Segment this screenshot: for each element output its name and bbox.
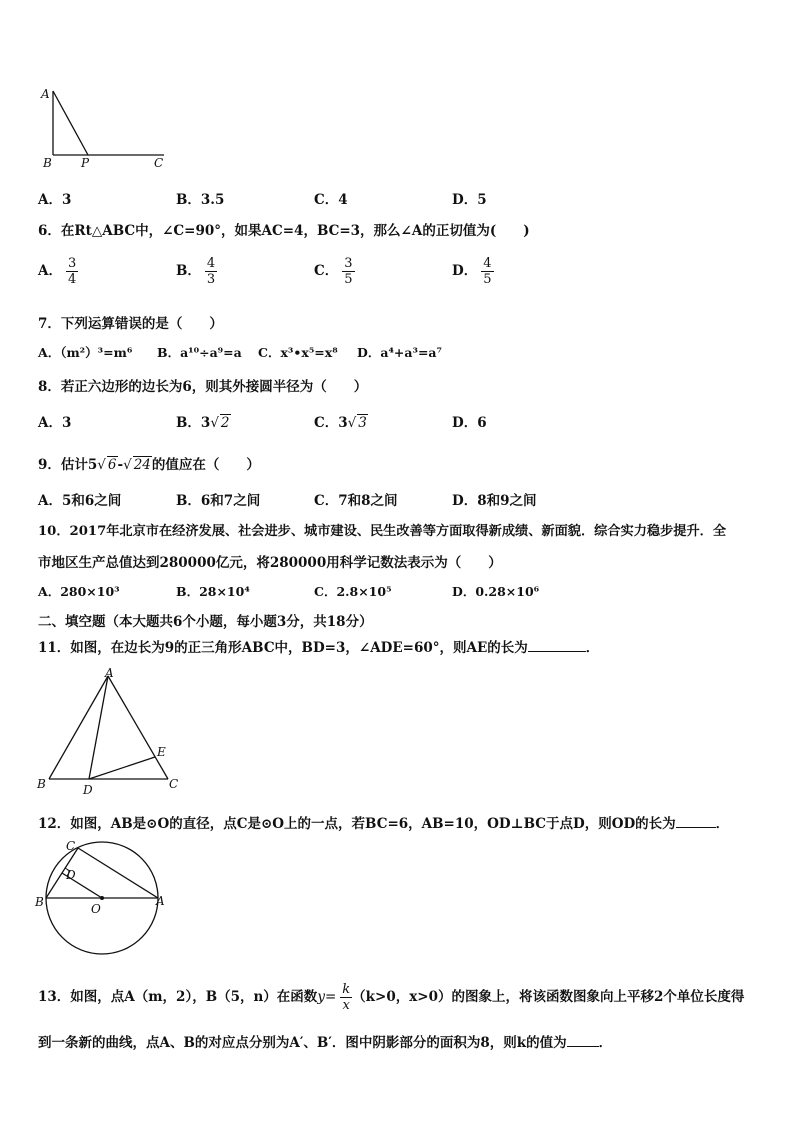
q12-stem-end: ． — [715, 816, 730, 832]
radicand: 24 — [133, 457, 151, 473]
answer-blank — [676, 827, 716, 828]
numerator: 4 — [206, 256, 216, 271]
numerator: 3 — [67, 256, 77, 271]
q8-option-a: A．3 — [38, 415, 72, 431]
q7-option-a: A．（m²）³=m⁶ — [38, 345, 133, 360]
q10-option-a: A．280×10³ — [38, 584, 120, 599]
section-heading: 二、填空题（本大题共6个小题，每小题3分，共18分） — [38, 614, 373, 630]
fraction — [205, 256, 217, 287]
q7-option-c: C．x³•x⁵=x⁸ — [258, 345, 338, 360]
q9-stem: 9．估计5√ 6-√ 24的值应在（ ） — [38, 457, 260, 473]
q13-stem-line2-text: 到一条新的曲线，点A、B的对应点分别为A′、B′．图中阴影部分的面积为8，则k的值为 — [38, 1035, 567, 1051]
q10-option-b: B．28×10⁴ — [176, 584, 250, 599]
denominator: 4 — [67, 272, 77, 287]
q6-option-d — [452, 256, 494, 287]
var-y: y — [317, 989, 325, 1005]
answer-blank — [528, 651, 586, 652]
figure-right-triangle — [36, 84, 176, 174]
q10-option-c: C．2.8×10⁵ — [314, 584, 392, 599]
q8-option-b: B．3√ 2 — [176, 415, 230, 431]
minus-sign: - — [117, 457, 124, 473]
radicand: 2 — [220, 415, 230, 431]
fraction — [340, 982, 352, 1013]
q9-option-b: B．6和7之间 — [176, 493, 261, 509]
figure-equilateral-triangle — [34, 664, 184, 798]
label-c: C — [66, 839, 76, 853]
denominator: 5 — [344, 272, 353, 287]
label-c: C — [154, 156, 164, 170]
q12-stem-text: 12．如图，AB是⊙O的直径，点C是⊙O上的一点，若BC=6，AB=10，OD⊥BC于点D，则OD的长为 — [38, 816, 676, 832]
q9-option-a: A．5和6之间 — [38, 493, 122, 509]
q5-option-a: A．3 — [38, 192, 72, 208]
q6-option-a-label: A． — [38, 263, 62, 279]
q11-stem — [38, 636, 599, 656]
q5-option-b: B．3.5 — [176, 192, 225, 208]
q13-stem-end: ． — [598, 1035, 613, 1051]
denominator: 5 — [483, 272, 492, 287]
q6-option-b-label: B． — [176, 263, 201, 279]
q8-option-b-label: B．3 — [176, 415, 211, 431]
q7-stem: 7．下列运算错误的是（ ） — [38, 316, 223, 332]
q12-stem — [38, 812, 729, 832]
q6-stem: 6．在Rt△ABC中，∠C=90°，如果AC=4，BC=3，那么∠A的正切值为( ) — [38, 223, 530, 239]
radicand: 3 — [358, 415, 367, 431]
denominator: 3 — [206, 272, 216, 287]
label-b: B — [43, 156, 52, 170]
q13-stem-post: （k>0，x>0）的图象上，将该函数图象向上平移2个单位长度得 — [352, 989, 745, 1005]
q9-option-c: C．7和8之间 — [314, 493, 398, 509]
q13-stem-pre: 13．如图，点A（m，2），B（5，n）在函数 — [38, 989, 318, 1005]
fraction — [481, 256, 493, 287]
q10-stem-line2: 市地区生产总值达到280000亿元，将280000用科学记数法表示为（ ） — [38, 555, 502, 571]
q6-option-b — [176, 256, 217, 287]
q7-option-d: D．a⁴+a³=a⁷ — [357, 345, 443, 360]
q13-stem-line1 — [38, 982, 744, 1013]
q7-option-b: B．a¹⁰÷a⁹=a — [157, 345, 242, 360]
equals-sign: = — [324, 989, 337, 1005]
label-d: D — [66, 868, 76, 882]
q13-stem-line2 — [38, 1031, 612, 1051]
label-c: C — [169, 777, 179, 791]
q6-option-a — [38, 256, 78, 287]
label-a: A — [105, 666, 114, 680]
q8-option-d: D．6 — [452, 415, 487, 431]
q8-stem: 8．若正六边形的边长为6，则其外接圆半径为（ ） — [38, 379, 368, 395]
denominator: x — [342, 998, 350, 1013]
q6-option-d-label: D． — [452, 263, 478, 279]
label-e: E — [157, 745, 166, 759]
numerator: 3 — [344, 256, 353, 271]
numerator: k — [342, 982, 351, 997]
figure-circle — [34, 836, 174, 958]
label-a: A — [156, 894, 165, 908]
radicand: 6 — [107, 457, 117, 473]
label-b: B — [35, 895, 44, 909]
numerator: 4 — [483, 256, 492, 271]
q8-option-c: C．3√ 3 — [314, 415, 367, 431]
q5-option-c: C．4 — [314, 192, 348, 208]
q5-option-d: D．5 — [452, 192, 487, 208]
q9-stem-pre: 9．估计5 — [38, 457, 98, 473]
label-o: O — [91, 902, 101, 916]
q6-option-c-label: C． — [314, 263, 339, 279]
q11-stem-end: ． — [585, 640, 600, 656]
answer-blank — [567, 1046, 599, 1047]
label-p: P — [81, 156, 90, 170]
label-b: B — [37, 777, 46, 791]
q8-option-c-label: C．3 — [314, 415, 348, 431]
q9-stem-post: 的值应在（ ） — [151, 457, 260, 473]
q9-option-d: D．8和9之间 — [452, 493, 537, 509]
label-d: D — [83, 783, 93, 797]
label-a: A — [41, 87, 50, 101]
q11-stem-text: 11．如图，在边长为9的正三角形ABC中，BD=3，∠ADE=60°，则AE的长为 — [38, 640, 528, 656]
q6-option-c — [314, 256, 355, 287]
q10-option-d: D．0.28×10⁶ — [452, 584, 540, 599]
fraction — [342, 256, 354, 287]
q10-stem-line1: 10．2017年北京市在经济发展、社会进步、城市建设、民生改善等方面取得新成绩、新面貌．综合实力稳步提升．全 — [38, 524, 727, 539]
fraction — [66, 256, 78, 287]
